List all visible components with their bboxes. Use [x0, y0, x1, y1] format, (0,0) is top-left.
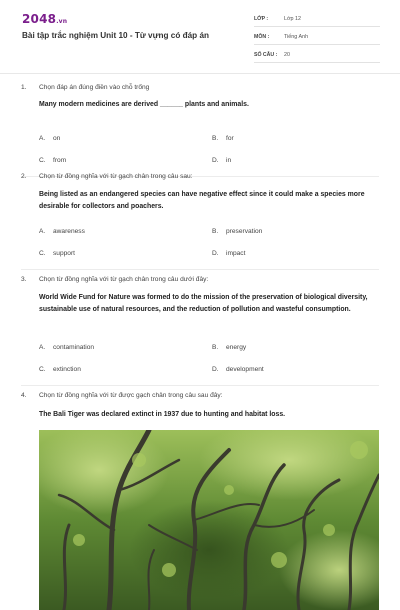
question-number: 1. — [21, 84, 27, 91]
question-divider — [21, 385, 379, 386]
question-header — [21, 392, 223, 399]
question-stem: World Wide Fund for Nature was formed to do the mission of the preservation of biological diversity, sustainable use of natural resources, and the reduction of pollution and wasteful consumption. — [39, 294, 368, 313]
option-text: contamination — [53, 344, 95, 351]
option-text: preservation — [226, 228, 263, 235]
option-b[interactable] — [212, 135, 234, 142]
option-b[interactable] — [212, 344, 246, 351]
document-title: Bài tập trắc nghiệm Unit 10 - Từ vựng có đáp án — [22, 31, 210, 40]
meta-label: LỚP : — [254, 16, 269, 22]
option-a[interactable] — [39, 228, 85, 235]
option-text: impact — [226, 250, 246, 257]
option-text: development — [226, 366, 264, 373]
question-stem: Many modern medicines are derived ______ plants and animals. — [39, 101, 249, 108]
option-a[interactable] — [39, 344, 94, 351]
question-number: 3. — [21, 276, 27, 283]
option-key: A. — [39, 228, 46, 235]
option-d[interactable] — [212, 250, 245, 257]
option-key: D. — [212, 366, 219, 373]
option-key: D. — [212, 250, 219, 257]
question-header — [21, 84, 149, 91]
document-header — [0, 0, 400, 74]
option-text: from — [53, 157, 67, 164]
document-meta — [254, 12, 380, 66]
option-key: C. — [39, 366, 46, 373]
option-text: for — [226, 135, 234, 142]
option-c[interactable] — [39, 366, 81, 373]
option-b[interactable] — [212, 228, 262, 235]
logo-suffix: .vn — [56, 18, 68, 25]
option-d[interactable] — [212, 366, 264, 373]
option-text: support — [53, 250, 75, 257]
option-key: B. — [212, 344, 219, 351]
question-instruction: Chọn đáp án đúng điền vào chỗ trống — [39, 84, 150, 91]
question-instruction: Chọn từ đồng nghĩa với từ được gạch chân trong câu sau đây: — [39, 392, 223, 399]
question-number: 2. — [21, 173, 27, 180]
question-stem: The Bali Tiger was declared extinct in 1937 due to hunting and habitat loss. — [39, 411, 286, 418]
option-text: on — [53, 135, 61, 142]
option-text: extinction — [53, 366, 81, 373]
forest-illustration — [39, 430, 379, 610]
option-key: D. — [212, 157, 219, 164]
option-key: A. — [39, 135, 46, 142]
option-key: B. — [212, 135, 219, 142]
question-header — [21, 276, 208, 283]
question-header — [21, 173, 193, 180]
option-text: in — [226, 157, 232, 164]
meta-row-subject — [254, 30, 380, 45]
option-key: C. — [39, 250, 46, 257]
option-key: C. — [39, 157, 46, 164]
site-logo[interactable] — [22, 12, 67, 26]
option-c[interactable] — [39, 250, 75, 257]
option-text: awareness — [53, 228, 85, 235]
meta-value: Tiếng Anh — [284, 34, 309, 40]
meta-label: MÔN : — [254, 34, 270, 40]
question-instruction: Chọn từ đồng nghĩa với từ gạch chân trong câu dưới đây: — [39, 276, 209, 283]
question-stem: Being listed as an endangered species can have negative effect since it could make a species more desirable for collectors and poachers. — [39, 191, 365, 210]
meta-label: SỐ CÂU : — [254, 52, 278, 58]
meta-value: 20 — [284, 52, 290, 58]
logo-text: 2048 — [22, 12, 57, 26]
forest-photo — [39, 430, 379, 610]
meta-row-count — [254, 48, 380, 63]
option-text: energy — [226, 344, 247, 351]
question-number: 4. — [21, 392, 27, 399]
option-key: B. — [212, 228, 219, 235]
option-key: A. — [39, 344, 46, 351]
meta-row-class — [254, 12, 380, 27]
question-divider — [21, 269, 379, 270]
option-c[interactable] — [39, 157, 66, 164]
meta-value: Lớp 12 — [284, 16, 302, 22]
option-d[interactable] — [212, 157, 231, 164]
option-a[interactable] — [39, 135, 60, 142]
question-instruction: Chọn từ đồng nghĩa với từ gạch chân trong câu sau: — [39, 173, 193, 180]
